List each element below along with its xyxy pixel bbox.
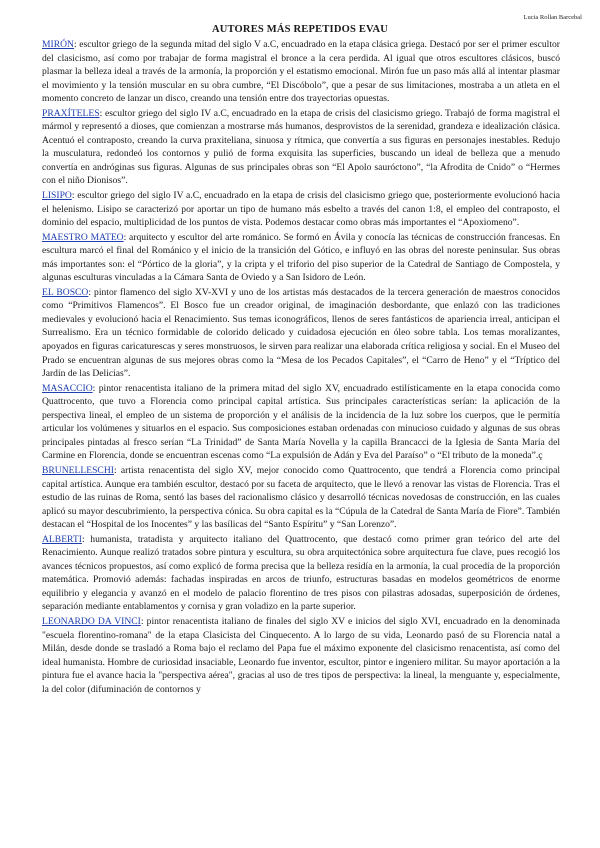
entry-text: : escultor griego del siglo IV a.C, encuadrado en la etapa de crisis del clasicismo griego que, posteriormente evolucionó hacia el helenismo. Lisipo se caracterizó por aportar un tipo de humano más esbelto a través del canon 1:8, el empleo del contraposto, el dominio del espacio, multiplicidad de los puntos de vista. Podemos destacar como obras más importantes el “Apoxiomeno”.	[42, 190, 560, 229]
author-name-link: LISIPO	[42, 190, 72, 202]
entry-el-bosco	[42, 286, 560, 381]
entry-text: : humanista, tratadista y arquitecto italiano del Quattrocento, que destacó como primer gran teórico del arte del Renacimiento. Aunque realizó tratados sobre pintura y escultura, su obra arquitectónica sobre arquitectura fue clave, pues recogió los avances técnicos propuestos, así como explicó de forma precisa que la belleza residía en la armonía, la cual procedía de la proporción matemática. Promovió además: fachadas inspiradas en arcos de triunfo, estructuras basadas en modelos geométricos de enorme equilibrio y elegancia y avanzó en el modelo de palacio florentino de tres pisos con pilastras adosadas, superposición de órdenes, separación mediante entablamentos y cornisa y gran voladizo en la parte superior.	[42, 533, 560, 613]
author-name-link: PRAXÍTELES	[42, 107, 100, 119]
entry-leonardo	[42, 615, 560, 696]
entry-text: : pintor renacentista italiano de finales del siglo XV e inicios del siglo XVI, encuadrado en la denominada "escuela florentino-romana" de la etapa Clasicista del Cinquecento. A lo largo de su vida, Leonardo pasó de su Florencia natal a Milán, desde donde se trasladó a Roma bajo el reclamo del Papa fue el máximo exponente del clasicismo renacentista, así como del ideal humanista. Hombre de curiosidad insaciable, Leonardo fue inventor, escultor, pintor e ingeniero militar. Su mayor aportación a la pintura fue el avance hacia la "perspectiva aérea", gracias al uso de tres tipos de perspectiva: la lineal, la menguante y, especialmente, la del color (difuminación de contornos y	[42, 615, 560, 695]
author-name-link: BRUNELLESCHI	[42, 464, 114, 476]
entry-masaccio	[42, 382, 560, 463]
entry-lisipo	[42, 189, 560, 230]
entry-text: : escultor griego de la segunda mitad del siglo V a.C, encuadrado en la etapa clásica griega. Destacó por ser el primer escultor del clasicismo, así como por trabajar de forma magistral el bronce a la cera perdida. Al igual que otros escultores clásicos, buscó plasmar la belleza ideal a través de la armonía, la proporción y el estatismo emocional. Mirón fue un paso más allá al intentar plasmar el movimiento y la tensión muscular en su obra cumbre, “El Discóbolo”, que a pesar de sus limitaciones, mostraba a un atleta en el momento concreto de lanzar un disco, creando una tensión entre dos trayectorias opuestas.	[42, 39, 560, 105]
author-name-link: LEONARDO DA VINCI	[42, 615, 141, 627]
entry-text: : artista renacentista del siglo XV, mejor conocido como Quattrocento, que tendrá a Florencia como principal capital artística. Aunque era también escultor, destacó por su faceta de arquitecto, que le llevó a renovar las vistas de Florencia. Tras el estudio de las ruinas de Roma, sentó las bases del racionalismo clásico y desarrolló técnicas novedosas de construcción, en las cuales aplicó su mayor descubrimiento, la perspectiva cónica. Su obra capital es la “Cúpula de la Catedral de Santa María de Fiore”. También destacan el “Hospital de los Inocentes” y las basílicas del “Santo Espíritu” y “San Lorenzo”.	[42, 464, 560, 531]
author-name-link: MAESTRO MATEO	[42, 231, 124, 243]
entry-miron	[42, 38, 560, 106]
author-name-link: EL BOSCO	[42, 286, 89, 298]
entry-alberti	[42, 533, 560, 614]
entry-praxiteles	[42, 107, 560, 188]
author-name-link: MIRÓN	[42, 39, 74, 50]
document-body	[42, 38, 560, 697]
entry-brunelleschi	[42, 464, 560, 532]
author-name-link: ALBERTI	[42, 533, 82, 545]
author-name-link: MASACCIO	[42, 382, 93, 394]
author-name: Lucia Rollan Barcebal	[523, 14, 582, 21]
entry-text: : pintor flamenco del siglo XV-XVI y uno de los artistas más destacados de la tercera generación de maestros conocidos como “Primitivos Flamencos”. El Bosco fue un creador original, de imaginación desbordante, que enlazó con las tradiciones medievales y evolucionó hacia el Renacimiento. Sus temas iconográficos, llenos de seres fantásticos de apariencia irreal, anticipan el Surrealismo. Era un técnico formidable de colorido delicado y cuidadosa ejecución en óleo sobre tabla. Los temas moralizantes, apoyados en figuras caricaturescas y seres monstruosos, le sirven para realizar una elaborada crítica religiosa y social. En el Museo del Prado se encuentran algunas de sus mejores obras como la “Mesa de los Pecados Capitales”, el “Carro de Heno” y el “Tríptico del Jardín de las Delicias”.	[42, 286, 560, 380]
entry-text: : escultor griego del siglo IV a.C, encuadrado en la etapa de crisis del clasicismo griego. Trabajó de forma magistral el mármol y representó a dioses, que comienzan a mostrarse más humanos, desprovistos de la serenidad, grandeza e idealización clásica. Acentuó el contraposto, creando la curva praxiteliana, sinuosa y rítmica, que convertía a sus figuras en personajes inestables. Redujo la musculatura, redondeó los contornos y pulió de forma exquisita las superficies, buscando un ideal de belleza que a menudo convertía en andróginas sus figuras. Algunas de sus principales obras son “El Apolo sauróctono”, “la Afrodita de Cnido” o “Hermes con el niño Dionisos”.	[42, 107, 560, 187]
entry-text: : pintor renacentista italiano de la primera mitad del siglo XV, encuadrado estilísticamente en la etapa conocida como Quattrocento, que tuvo a Florencia como principal capital artística. Sus principales características serían: la aplicación de la perspectiva lineal, el empleo de un sistema de proporción y el análisis de la incidencia de la luz sobre los cuerpos, que le permitía articular los volúmenes y situarlos en el espacio. Sus composiciones estaban ordenadas con minucioso cuidado y algunas de sus obras principales pintadas al fresco serían “La Trinidad” de Santa María Novella y la capilla Brancacci de la Iglesia de Santa María del Carmine en Florencia, donde se encuentran escenas como “La expulsión de Adán y Eva del Paraíso” o “El tributo de la moneda”.ç	[42, 382, 560, 462]
entry-maestro-mateo	[42, 231, 560, 285]
document-title: AUTORES MÁS REPETIDOS EVAU	[211, 24, 389, 35]
entry-text: : arquitecto y escultor del arte románico. Se formó en Ávila y conocía las técnicas de construcción francesas. En escultura marcó el final del Románico y el inicio de la transición del Gótico, e influyó en las obras del noreste peninsular. Sus obras más importantes son: el “Pórtico de la gloria”, y la cripta y el triforio del piso superior de la Catedral de Santiago de Compostela, y algunas esculturas vinculadas a la Cámara Santa de Oviedo y a San Isidoro de León.	[42, 231, 560, 284]
